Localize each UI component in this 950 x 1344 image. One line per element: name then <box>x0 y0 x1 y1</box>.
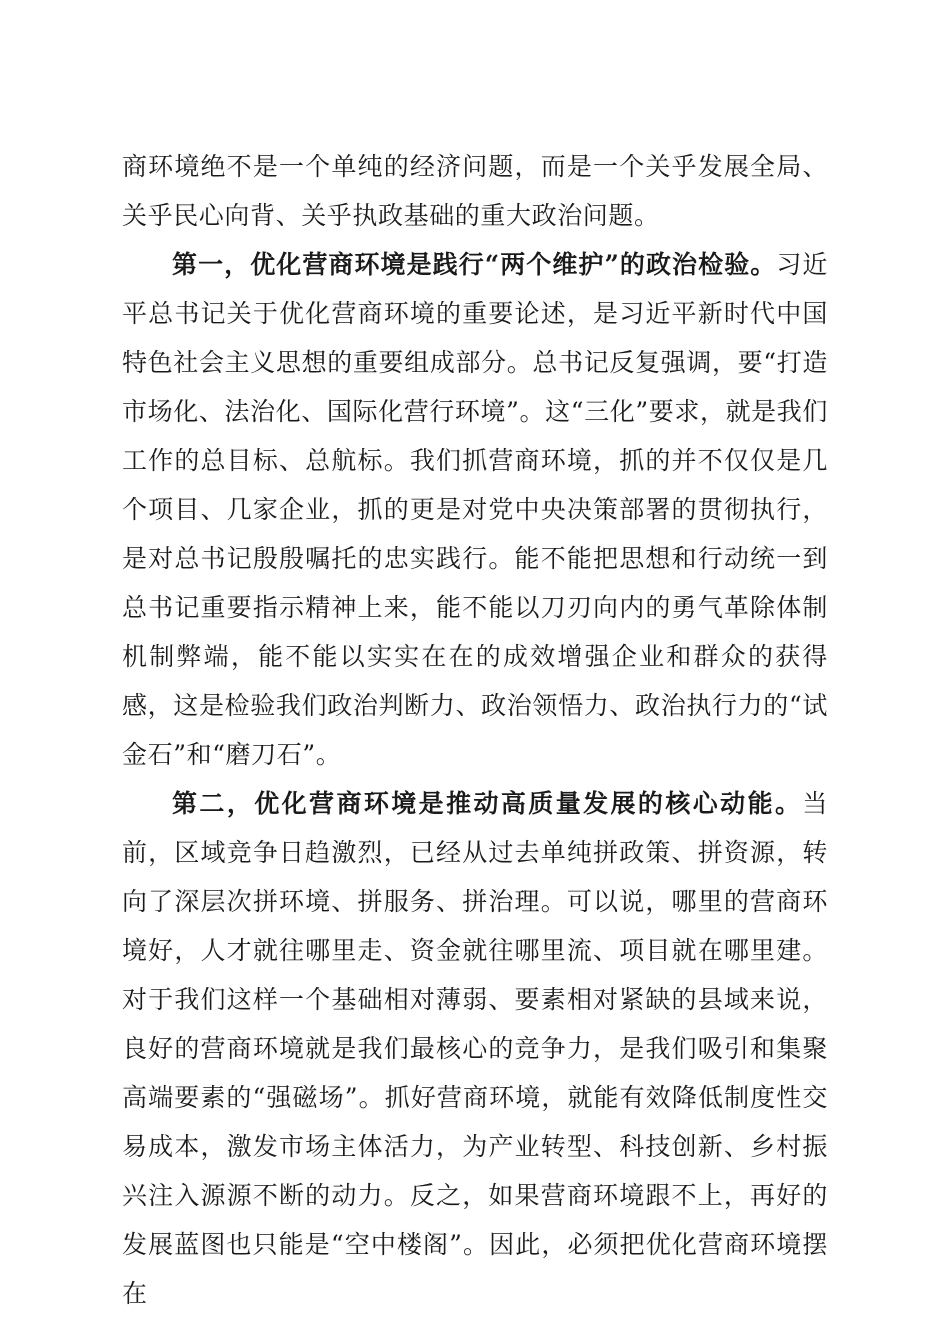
paragraph-text: 习近平总书记关于优化营商环境的重要论述，是习近平新时代中国特色社会主义思想的重要组成部分。总书记反复强调，要“打造市场化、法治化、国际化营行环境”。这“三化”要求，就是我们工作的总目标、总航标。我们抓营商环境，抓的并不仅仅是几个项目、几家企业，抓的更是对党中央决策部署的贯彻执行，是对总书记殷殷嘱托的忠实践行。能不能把思想和行动统一到总书记重要指示精神上来，能不能以刀刃向内的勇气革除体制机制弊端，能不能以实实在在的成效增强企业和群众的获得感，这是检验我们政治判断力、政治领悟力、政治执行力的“试金石”和“磨刀石”。 <box>122 250 828 769</box>
paragraph-text: 商环境绝不是一个单纯的经济问题，而是一个关乎发展全局、关乎民心向背、关乎执政基础的重大政治问题。 <box>122 152 828 230</box>
paragraph-second-point <box>122 779 828 1318</box>
paragraph-heading: 第二，优化营商环境是推动高质量发展的核心动能。 <box>172 789 803 818</box>
paragraph-heading: 第一，优化营商环境是践行“两个维护”的政治检验。 <box>172 250 777 279</box>
paragraph-text: 当前，区域竞争日趋激烈，已经从过去单纯拼政策、拼资源，转向了深层次拼环境、拼服务、拼治理。可以说，哪里的营商环境好，人才就往哪里走、资金就往哪里流、项目就在哪里建。对于我们这样一个基础相对薄弱、要素相对紧缺的县域来说，良好的营商环境就是我们最核心的竞争力，是我们吸引和集聚高端要素的“强磁场”。抓好营商环境，就能有效降低制度性交易成本，激发市场主体活力，为产业转型、科技创新、乡村振兴注入源源不断的动力。反之，如果营商环境跟不上，再好的发展蓝图也只能是“空中楼阁”。因此，必须把优化营商环境摆在 <box>122 789 828 1308</box>
paragraph-first-point <box>122 240 828 779</box>
document-body <box>122 142 828 1318</box>
paragraph-continuation <box>122 142 828 240</box>
